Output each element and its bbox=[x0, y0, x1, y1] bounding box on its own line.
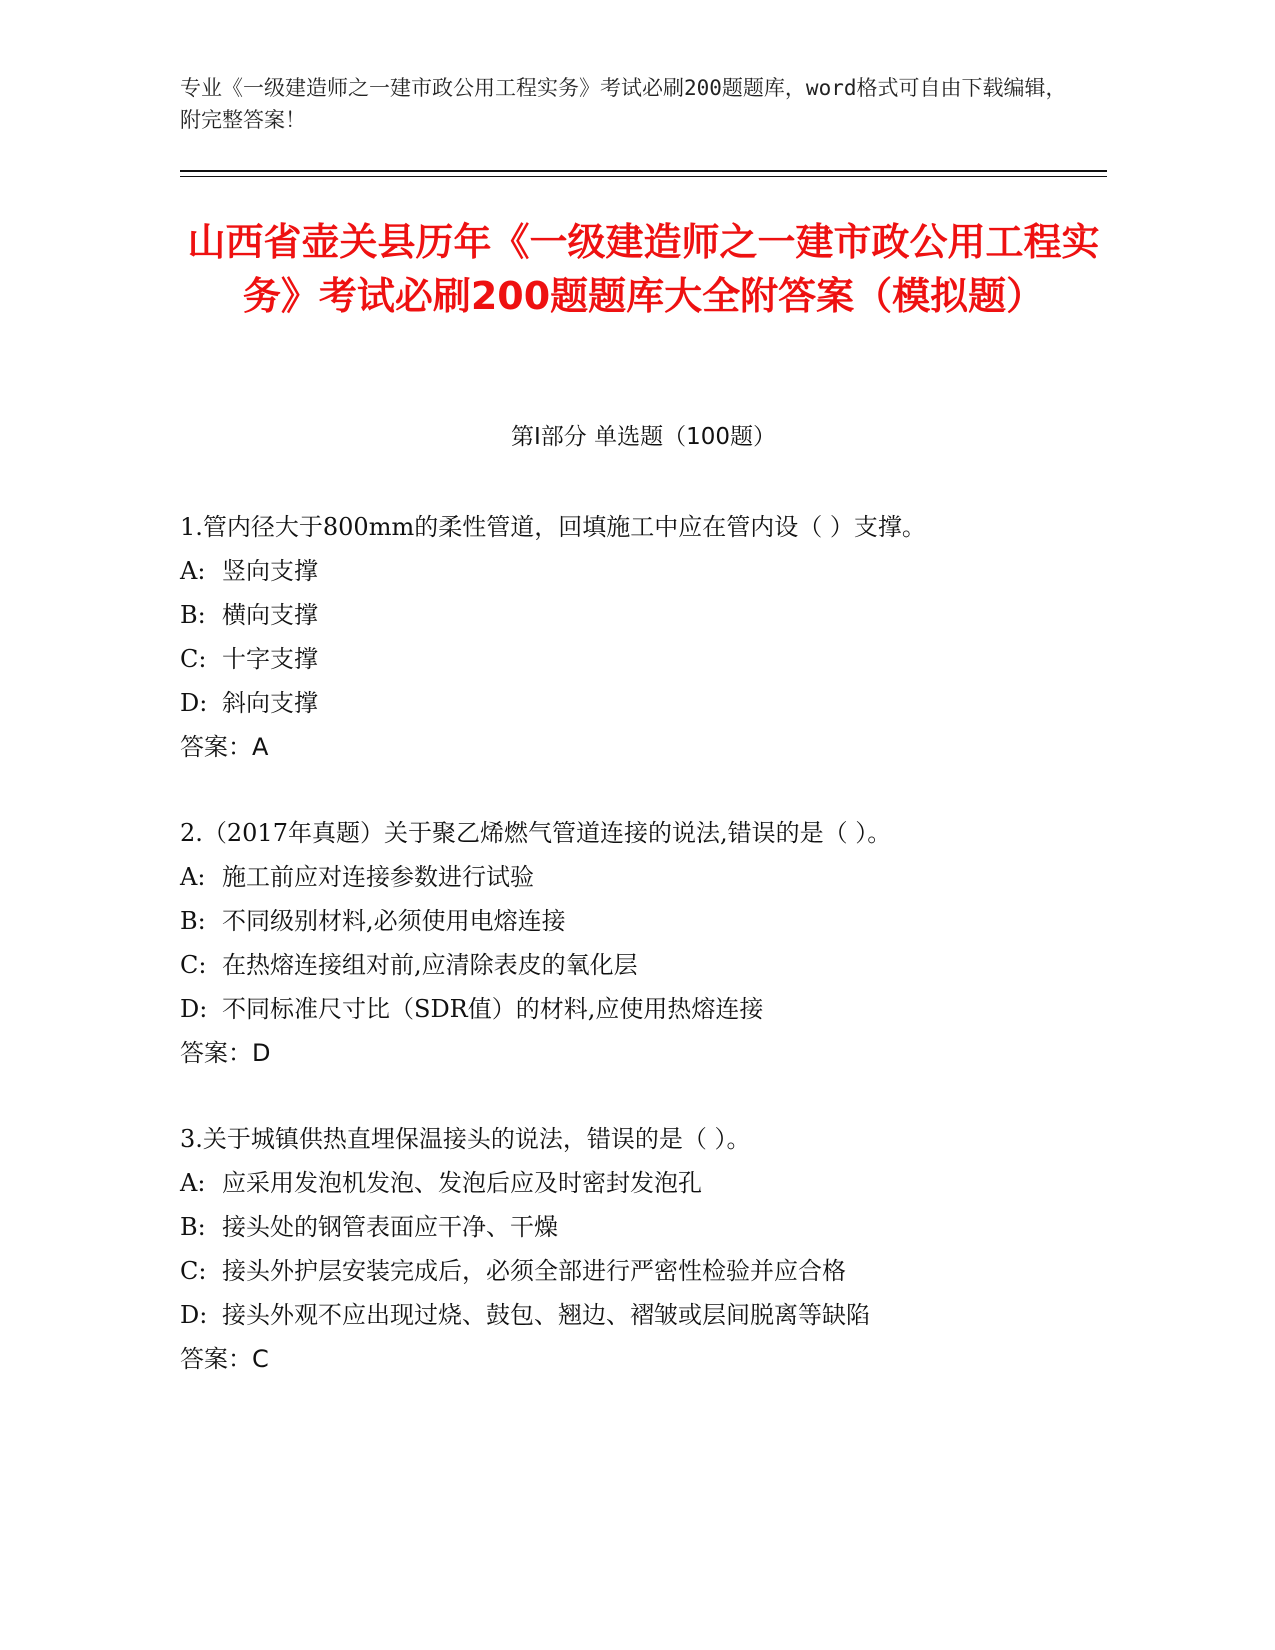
answer-line bbox=[180, 1031, 1050, 1075]
option-text: 应采用发泡机发泡、发泡后应及时密封发泡孔 bbox=[222, 1169, 702, 1197]
question-stem: 3.关于城镇供热直埋保温接头的说法，错误的是（ ）。 bbox=[180, 1125, 751, 1153]
question-stem: 1.管内径大于800mm的柔性管道，回填施工中应在管内设（ ）支撑。 bbox=[180, 513, 926, 541]
option-d bbox=[180, 1293, 1050, 1337]
option-letter: B: bbox=[180, 907, 206, 935]
option-c bbox=[180, 1249, 1050, 1293]
answer-line bbox=[180, 1337, 1050, 1381]
option-letter: A: bbox=[180, 557, 206, 585]
question-stem: 2.（2017年真题）关于聚乙烯燃气管道连接的说法,错误的是（ ）。 bbox=[180, 819, 892, 847]
option-letter: C: bbox=[180, 1257, 207, 1285]
option-text: 施工前应对连接参数进行试验 bbox=[222, 863, 534, 891]
header-divider-thin bbox=[180, 176, 1107, 177]
option-text: 十字支撑 bbox=[222, 645, 318, 673]
option-letter: D: bbox=[180, 1301, 208, 1329]
answer-line bbox=[180, 725, 1050, 769]
option-text: 横向支撑 bbox=[222, 601, 318, 629]
question-list bbox=[180, 505, 1050, 1423]
option-text: 竖向支撑 bbox=[222, 557, 318, 585]
option-text: 不同级别材料,必须使用电熔连接 bbox=[222, 907, 566, 935]
option-letter: B: bbox=[180, 1213, 206, 1241]
option-letter: A: bbox=[180, 1169, 206, 1197]
option-a bbox=[180, 549, 1050, 593]
header-divider-thick bbox=[180, 170, 1107, 172]
option-letter: C: bbox=[180, 951, 207, 979]
document-title: 山西省壶关县历年《一级建造师之一建市政公用工程实务》考试必刷200题题库大全附答案（模拟题） bbox=[187, 220, 1100, 318]
option-text: 接头外观不应出现过烧、鼓包、翘边、褶皱或层间脱离等缺陷 bbox=[222, 1301, 870, 1329]
option-c bbox=[180, 943, 1050, 987]
question-2 bbox=[180, 811, 1050, 1075]
answer-prefix: 答案： bbox=[180, 733, 252, 761]
option-letter: C: bbox=[180, 645, 207, 673]
option-text: 不同标准尺寸比（SDR值）的材料,应使用热熔连接 bbox=[222, 995, 764, 1023]
section-title: 第I部分 单选题（100题） bbox=[511, 424, 776, 450]
header-note: 专业《一级建造师之一建市政公用工程实务》考试必刷200题题库，word格式可自由下载编辑，附完整答案！ bbox=[180, 76, 1067, 132]
option-letter: B: bbox=[180, 601, 206, 629]
option-b bbox=[180, 593, 1050, 637]
option-text: 在热熔连接组对前,应清除表皮的氧化层 bbox=[222, 951, 638, 979]
option-b bbox=[180, 1205, 1050, 1249]
option-b bbox=[180, 899, 1050, 943]
option-letter: A: bbox=[180, 863, 206, 891]
option-text: 接头处的钢管表面应干净、干燥 bbox=[222, 1213, 558, 1241]
question-3 bbox=[180, 1117, 1050, 1381]
option-letter: D: bbox=[180, 995, 208, 1023]
answer-prefix: 答案： bbox=[180, 1345, 252, 1373]
option-a bbox=[180, 855, 1050, 899]
answer-value: C bbox=[252, 1345, 269, 1373]
option-c bbox=[180, 637, 1050, 681]
answer-value: D bbox=[252, 1039, 271, 1067]
option-text: 接头外护层安装完成后，必须全部进行严密性检验并应合格 bbox=[222, 1257, 846, 1285]
question-1 bbox=[180, 505, 1050, 769]
option-letter: D: bbox=[180, 689, 208, 717]
answer-value: A bbox=[252, 733, 269, 761]
option-a bbox=[180, 1161, 1050, 1205]
option-text: 斜向支撑 bbox=[222, 689, 318, 717]
option-d bbox=[180, 681, 1050, 725]
answer-prefix: 答案： bbox=[180, 1039, 252, 1067]
option-d bbox=[180, 987, 1050, 1031]
